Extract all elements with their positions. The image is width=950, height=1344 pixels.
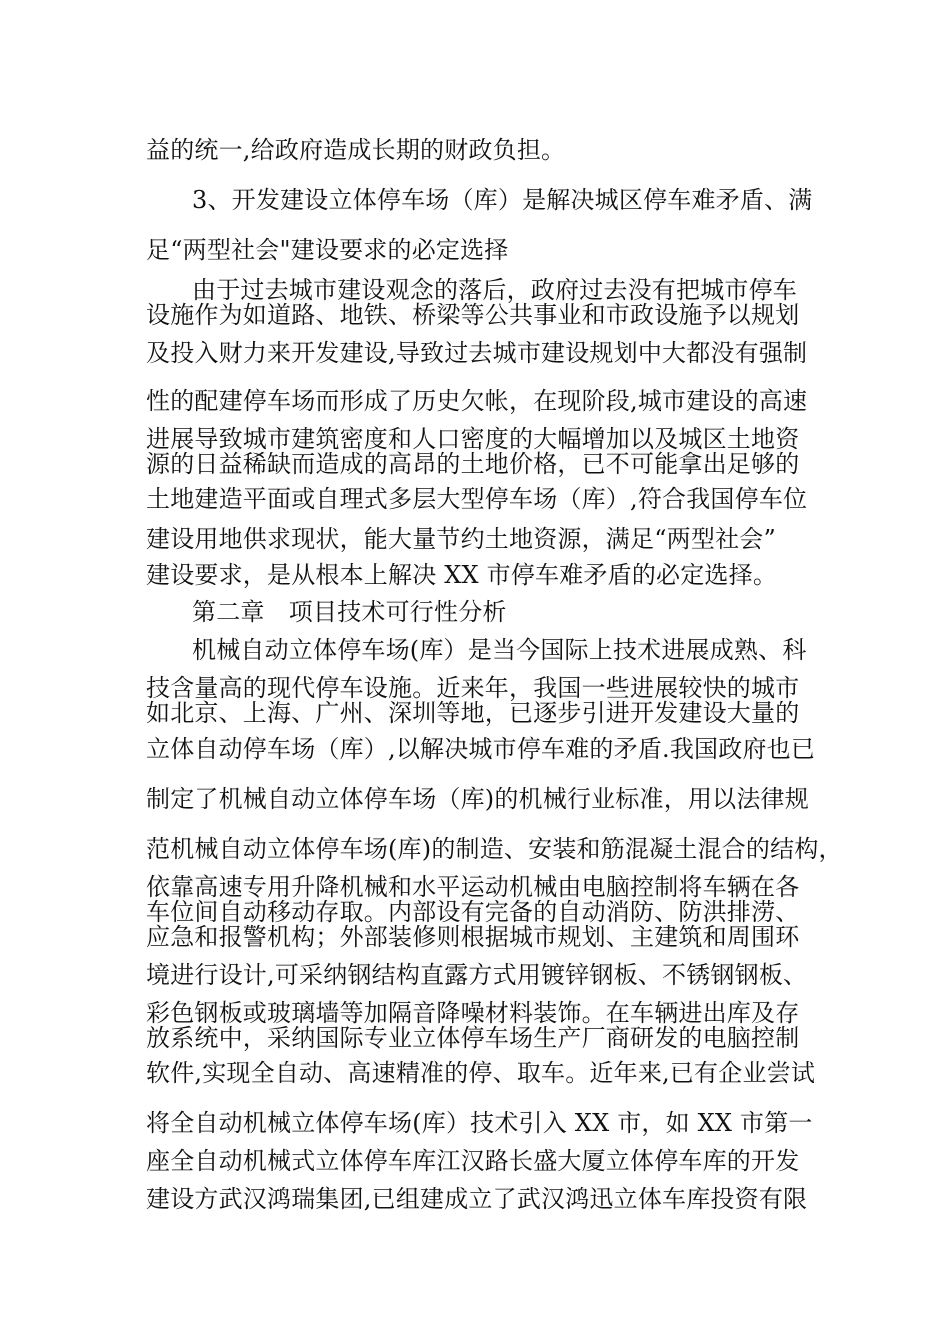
text-line: 将全自动机械立体停车场(库）技术引入 XX 市，如 XX 市第一 (146, 1109, 813, 1137)
text-line: 境进行设计,可采纳钢结构直露方式用镀锌钢板、不锈钢钢板、 (146, 961, 808, 989)
text-line: 制定了机械自动立体停车场（库)的机械行业标准，用以法律规 (146, 785, 809, 813)
text-line: 建设方武汉鸿瑞集团,已组建成立了武汉鸿迅立体车库投资有限 (146, 1185, 808, 1213)
paragraph-start: 由于过去城市建设观念的落后，政府过去没有把城市停车 (192, 276, 797, 304)
text-line: 放系统中，采纳国际专业立体停车场生产厂商研发的电脑控制 (146, 1024, 800, 1052)
text-line: 设施作为如道路、地铁、桥梁等公共事业和市政设施予以规划 (146, 301, 800, 329)
text-line: 如北京、上海、广州、深圳等地，已逐步引进开发建设大量的 (146, 699, 800, 727)
section-heading: 3、开发建设立体停车场（库）是解决城区停车难矛盾、满 (192, 186, 813, 214)
text-line: 进展导致城市建筑密度和人口密度的大幅增加以及城区土地资 (146, 425, 800, 453)
text-line: 土地建造平面或自理式多层大型停车场（库）,符合我国停车位 (146, 485, 808, 513)
text-line: 车位间自动移动存取。内部设有完备的自动消防、防洪排涝、 (146, 898, 800, 926)
text-line: 足“两型社会"建设要求的必定选择 (146, 236, 509, 264)
text-line: 建设用地供求现状，能大量节约土地资源，满足“两型社会” (146, 525, 776, 553)
text-line: 座全自动机械式立体停车库江汉路长盛大厦立体停车库的开发 (146, 1147, 800, 1175)
text-line: 性的配建停车场而形成了历史欠帐，在现阶段,城市建设的高速 (146, 387, 808, 415)
paragraph-start: 机械自动立体停车场(库）是当今国际上技术进展成熟、科 (192, 636, 807, 664)
chapter-heading: 第二章 项目技术可行性分析 (192, 598, 507, 626)
text-line: 及投入财力来开发建设,导致过去城市建设规划中大都没有强制 (146, 339, 808, 367)
text-line: 软件,实现全自动、高速精准的停、取车。近年来,已有企业尝试 (146, 1059, 816, 1087)
text-line: 技含量高的现代停车设施。近来年，我国一些进展较快的城市 (146, 674, 800, 702)
text-line: 应急和报警机构；外部装修则根据城市规划、主建筑和周围环 (146, 923, 800, 951)
text-line: 益的统一,给政府造成长期的财政负担。 (146, 136, 566, 164)
text-line: 范机械自动立体停车场(库)的制造、安装和筋混凝土混合的结构， (146, 835, 843, 863)
text-line: 彩色钢板或玻璃墙等加隔音降噪材料装饰。在车辆进出库及存 (146, 999, 800, 1027)
text-line: 依靠高速专用升降机械和水平运动机械由电脑控制将车辆在各 (146, 873, 800, 901)
text-line: 建设要求，是从根本上解决 XX 市停车难矛盾的必定选择。 (146, 561, 778, 589)
text-line: 源的日益稀缺而造成的高昂的土地价格，已不可能拿出足够的 (146, 450, 800, 478)
text-line: 立体自动停车场（库）,以解决城市停车难的矛盾.我国政府也已 (146, 735, 816, 763)
